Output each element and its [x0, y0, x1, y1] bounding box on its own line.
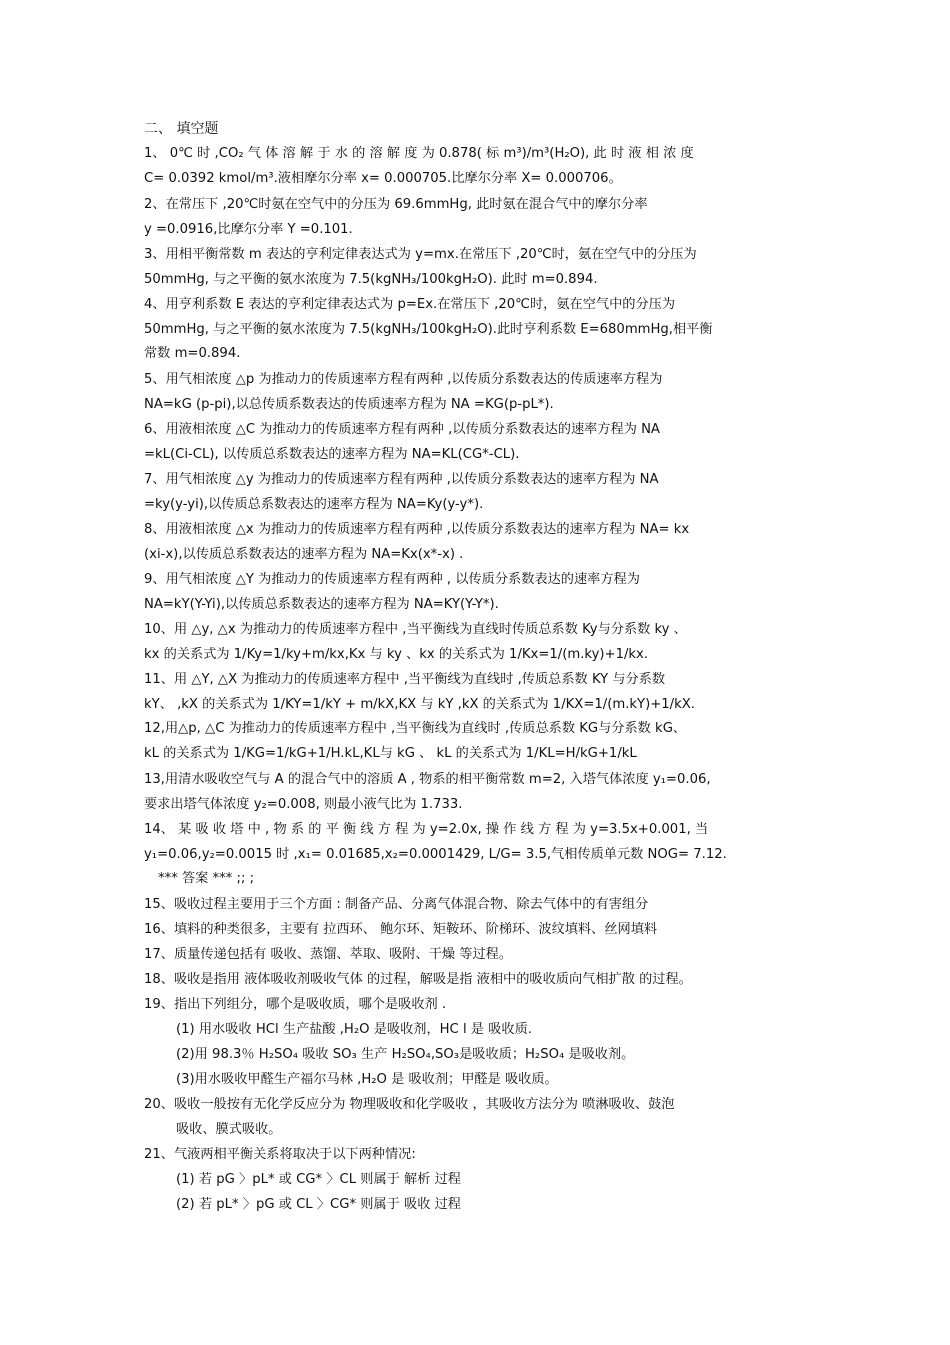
question-2-line-2: y =0.0916,比摩尔分率 Y =0.101. — [144, 222, 353, 237]
question-6-line-2: =kL(Ci-CL), 以传质总系数表达的速率方程为 NA=KL(CG*-CL). — [144, 447, 520, 462]
question-14-line-2: y₁=0.06,y₂=0.0015 时 ,x₁= 0.01685,x₂=0.0001429, L/G= 3.5,气相传质单元数 NOG= 7.12. — [144, 847, 727, 862]
question-12-line-1: 12,用△p, △C 为推动力的传质速率方程中 ,当平衡线为直线时 ,传质总系数 KG与分系数 kG、 — [144, 721, 687, 736]
question-5-line-2: NA=kG (p-pi),以总传质系数表达的传质速率方程为 NA =KG(p-pL*). — [144, 397, 554, 412]
question-1-line-2: C= 0.0392 kmol/m³.液相摩尔分率 x= 0.000705.比摩尔分率 X= 0.000706。 — [144, 171, 622, 186]
question-10-line-1: 10、用 △y, △x 为推动力的传质速率方程中 ,当平衡线为直线时传质总系数 Ky与分系数 ky 、 — [144, 622, 687, 637]
question-9-line-1: 9、用气相浓度 △Y 为推动力的传质速率方程有两种 , 以传质分系数表达的速率方程为 — [144, 572, 640, 587]
question-4-line-1: 4、用亨利系数 E 表达的亨利定律表达式为 p=Ex.在常压下 ,20℃时，氨在空气中的分压为 — [144, 297, 676, 312]
question-19-item-1: (1) 用水吸收 HCl 生产盐酸 ,H₂O 是吸收剂，HC l 是 吸收质. — [176, 1022, 532, 1037]
question-20-line-1: 20、吸收一般按有无化学反应分为 物理吸收和化学吸收 ，其吸收方法分为 喷淋吸收、鼓泡 — [144, 1097, 675, 1112]
question-16: 16、填料的种类很多，主要有 拉西环、 鲍尔环、矩鞍环、阶梯环、波纹填料、丝网填料 — [144, 922, 658, 937]
question-11-line-2: kY、 ,kX 的关系式为 1/KY=1/kY + m/kX,KX 与 kY ,kX 的关系式为 1/KX=1/(m.kY)+1/kX. — [144, 697, 695, 712]
question-9-line-2: NA=kY(Y-Yi),以传质总系数表达的速率方程为 NA=KY(Y-Y*). — [144, 597, 499, 612]
question-21-item-2: (2) 若 pL* 〉pG 或 CL 〉CG* 则属于 吸收 过程 — [176, 1197, 461, 1212]
question-13-line-1: 13,用清水吸收空气与 A 的混合气中的溶质 A , 物系的相平衡常数 m=2, 入塔气体浓度 y₁=0.06, — [144, 772, 711, 787]
question-3-line-2: 50mmHg, 与之平衡的氨水浓度为 7.5(kgNH₃/100kgH₂O). 此时 m=0.894. — [144, 272, 598, 287]
question-20-line-2: 吸收、膜式吸收。 — [176, 1122, 282, 1137]
question-8-line-1: 8、用液相浓度 △x 为推动力的传质速率方程有两种 ,以传质分系数表达的速率方程为 NA= kx — [144, 522, 690, 537]
question-8-line-2: (xi-x),以传质总系数表达的速率方程为 NA=Kx(x*-x) . — [144, 547, 464, 562]
question-6-line-1: 6、用液相浓度 △C 为推动力的传质速率方程有两种 ,以传质分系数表达的速率方程为 NA — [144, 422, 660, 437]
question-19: 19、指出下列组分，哪个是吸收质，哪个是吸收剂 . — [144, 997, 447, 1012]
question-15: 15、吸收过程主要用于三个方面 : 制备产品、分离气体混合物、除去气体中的有害组分 — [144, 897, 649, 912]
question-14-line-1: 14、 某 吸 收 塔 中 , 物 系 的 平 衡 线 方 程 为 y=2.0x, 操 作 线 方 程 为 y=3.5x+0.001, 当 — [144, 822, 709, 837]
question-4-line-3: 常数 m=0.894. — [144, 346, 241, 361]
question-7-line-2: =ky(y-yi),以传质总系数表达的速率方程为 NA=Ky(y-y*). — [144, 497, 484, 512]
question-1-line-1: 1、 0℃ 时 ,CO₂ 气 体 溶 解 于 水 的 溶 解 度 为 0.878( 标 m³)/m³(H₂O), 此 时 液 相 浓 度 — [144, 146, 694, 161]
question-2-line-1: 2、在常压下 ,20℃时氨在空气中的分压为 69.6mmHg, 此时氨在混合气中的摩尔分率 — [144, 197, 648, 212]
section-title: 二、 填空题 — [144, 121, 219, 137]
question-7-line-1: 7、用气相浓度 △y 为推动力的传质速率方程有两种 ,以传质分系数表达的速率方程为 NA — [144, 472, 659, 487]
answer-marker: *** 答案 *** ;; ; — [158, 871, 255, 886]
question-13-line-2: 要求出塔气体浓度 y₂=0.008, 则最小液气比为 1.733. — [144, 797, 463, 812]
question-17: 17、质量传递包括有 吸收、蒸馏、萃取、吸附、干燥 等过程。 — [144, 947, 513, 962]
question-5-line-1: 5、用气相浓度 △p 为推动力的传质速率方程有两种 ,以传质分系数表达的传质速率方程为 — [144, 372, 663, 387]
question-21: 21、气液两相平衡关系将取决于以下两种情况: — [144, 1147, 416, 1162]
question-19-item-3: (3)用水吸收甲醛生产福尔马林 ,H₂O 是 吸收剂；甲醛是 吸收质。 — [176, 1072, 558, 1087]
question-3-line-1: 3、用相平衡常数 m 表达的亨利定律表达式为 y=mx.在常压下 ,20℃时，氨在空气中的分压为 — [144, 247, 697, 262]
question-12-line-2: kL 的关系式为 1/KG=1/kG+1/H.kL,KL与 kG 、 kL 的关系式为 1/KL=H/kG+1/kL — [144, 746, 637, 761]
question-10-line-2: kx 的关系式为 1/Ky=1/ky+m/kx,Kx 与 ky 、kx 的关系式为 1/Kx=1/(m.ky)+1/kx. — [144, 647, 649, 662]
question-18: 18、吸收是指用 液体吸收剂吸收气体 的过程，解吸是指 液相中的吸收质向气相扩散 的过程。 — [144, 972, 692, 987]
question-11-line-1: 11、用 △Y, △X 为推动力的传质速率方程中 ,当平衡线为直线时 ,传质总系数 KY 与分系数 — [144, 672, 666, 687]
question-21-item-1: (1) 若 pG 〉pL* 或 CG* 〉CL 则属于 解析 过程 — [176, 1172, 461, 1187]
question-19-item-2: (2)用 98.3％ H₂SO₄ 吸收 SO₃ 生产 H₂SO₄,SO₃是吸收质；H₂SO₄ 是吸收剂。 — [176, 1047, 635, 1062]
question-4-line-2: 50mmHg, 与之平衡的氨水浓度为 7.5(kgNH₃/100kgH₂O).此时亨利系数 E=680mmHg,相平衡 — [144, 322, 713, 337]
